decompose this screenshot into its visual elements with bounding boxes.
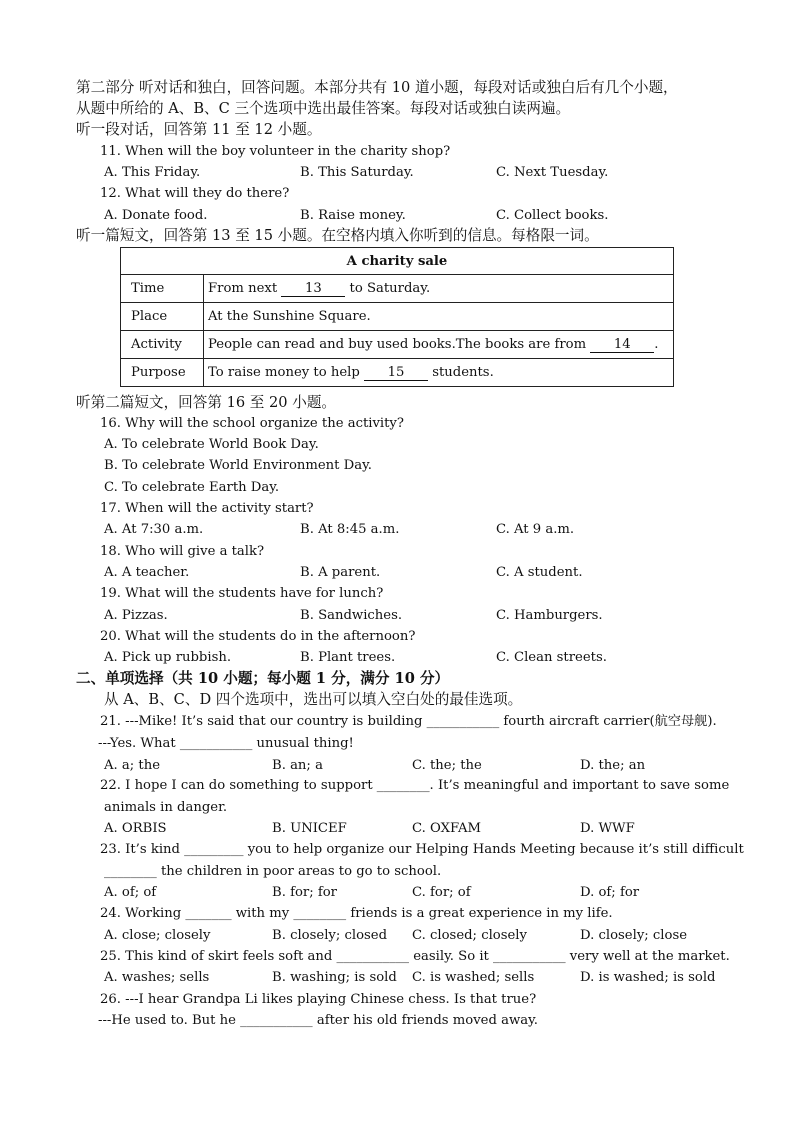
q22-line2: animals in danger. [104, 800, 228, 815]
row-value-place [204, 303, 674, 331]
q18-option-b: B. A parent. [300, 565, 381, 580]
q25-line1: 25. This kind of skirt feels soft and ___________ easily. So it ___________ very well at the market. [100, 949, 730, 964]
q22-option-c: C. OXFAM [412, 821, 482, 836]
q17-option-b: B. At 8:45 a.m. [300, 522, 400, 537]
part2-intro-line1: 第二部分 听对话和独白，回答问题。本部分共有 10 道小题，每段对话或独白后有几个小题， [76, 79, 678, 96]
q18-option-c: C. A student. [496, 565, 583, 580]
q21-option-b: B. an; a [272, 758, 323, 773]
q23-option-d: D. of; for [580, 885, 640, 900]
answer-blank-13[interactable]: 13 [281, 282, 345, 297]
q24-option-d: D. closely; close [580, 928, 688, 943]
row-text: students. [428, 364, 494, 380]
table-row [121, 303, 674, 331]
q25-option-a: A. washes; sells [104, 970, 210, 985]
q24-line1: 24. Working _______ with my ________ friends is a great experience in my life. [100, 906, 613, 921]
q24-option-a: A. close; closely [104, 928, 211, 943]
answer-blank-15[interactable]: 15 [364, 366, 428, 381]
q19-option-b: B. Sandwiches. [300, 608, 403, 623]
q16-option-a: A. To celebrate World Book Day. [104, 437, 319, 452]
q16-stem: 16. Why will the school organize the activity? [100, 416, 404, 431]
q25-option-d: D. is washed; is sold [580, 970, 716, 985]
q21-option-c: C. the; the [412, 758, 482, 773]
q23-option-a: A. of; of [104, 885, 157, 900]
q25-option-c: C. is washed; sells [412, 970, 535, 985]
row-text: . [654, 336, 659, 352]
q22-option-b: B. UNICEF [272, 821, 347, 836]
section3-instruction: 听第二篇短文，回答第 16 至 20 小题。 [76, 394, 337, 411]
q23-line1: 23. It’s kind _________ you to help organize our Helping Hands Meeting because it’s still difficult [100, 842, 744, 857]
q24-option-c: C. closed; closely [412, 928, 527, 943]
q16-option-b: B. To celebrate World Environment Day. [104, 458, 372, 473]
q19-stem: 19. What will the students have for lunch? [100, 586, 384, 601]
row-text: People can read and buy used books.The books are from [208, 336, 591, 352]
q11-option-a: A. This Friday. [104, 165, 201, 180]
row-value-time [204, 275, 674, 303]
q23-option-c: C. for; of [412, 885, 471, 900]
q18-option-a: A. A teacher. [104, 565, 190, 580]
row-value-purpose [204, 359, 674, 387]
table-row [121, 359, 674, 387]
q23-line2: ________ the children in poor areas to go to school. [104, 864, 442, 879]
row-text: At the Sunshine Square. [208, 309, 371, 324]
q12-option-b: B. Raise money. [300, 208, 406, 223]
q17-option-a: A. At 7:30 a.m. [104, 522, 204, 537]
q19-option-c: C. Hamburgers. [496, 608, 603, 623]
table-row [121, 275, 674, 303]
table-row [121, 331, 674, 359]
row-text: to Saturday. [345, 280, 431, 296]
q11-option-b: B. This Saturday. [300, 165, 414, 180]
section1-instruction: 听一段对话，回答第 11 至 12 小题。 [76, 121, 322, 138]
q21-line2: ---Yes. What ___________ unusual thing! [98, 736, 354, 751]
row-text: From next [208, 280, 282, 296]
q21-line1: 21. ---Mike! It’s said that our country is building ___________ fourth aircraft carrier(航空母舰). [100, 714, 717, 729]
row-key-purpose: Purpose [121, 359, 204, 387]
q22-line1: 22. I hope I can do something to support ________. It’s meaningful and important to save some [100, 778, 730, 793]
q24-option-b: B. closely; closed [272, 928, 388, 943]
row-key-activity: Activity [121, 331, 204, 359]
row-key-place: Place [121, 303, 204, 331]
table-title: A charity sale [121, 248, 674, 275]
q11-stem: 11. When will the boy volunteer in the charity shop? [100, 144, 451, 159]
q17-option-c: C. At 9 a.m. [496, 522, 575, 537]
q20-option-b: B. Plant trees. [300, 650, 396, 665]
q19-option-a: A. Pizzas. [104, 608, 168, 623]
single-choice-heading: 二、单项选择（共 10 小题；每小题 1 分，满分 10 分） [76, 670, 450, 687]
q22-option-d: D. WWF [580, 821, 635, 836]
q23-option-b: B. for; for [272, 885, 337, 900]
q25-option-b: B. washing; is sold [272, 970, 397, 985]
section2-instruction: 听一篇短文，回答第 13 至 15 小题。在空格内填入你听到的信息。每格限一词。 [76, 227, 599, 244]
q26-line2: ---He used to. But he ___________ after his old friends moved away. [98, 1013, 538, 1028]
q12-stem: 12. What will they do there? [100, 186, 290, 201]
row-value-activity [204, 331, 674, 359]
q20-option-a: A. Pick up rubbish. [104, 650, 232, 665]
answer-blank-14[interactable]: 14 [590, 338, 654, 353]
row-text: To raise money to help [208, 364, 365, 380]
q26-line1: 26. ---I hear Grandpa Li likes playing Chinese chess. Is that true? [100, 992, 537, 1007]
charity-sale-table [120, 247, 674, 387]
q20-option-c: C. Clean streets. [496, 650, 607, 665]
q20-stem: 20. What will the students do in the afternoon? [100, 629, 416, 644]
q16-option-c: C. To celebrate Earth Day. [104, 480, 280, 495]
part2-intro-line2: 从题中所给的 A、B、C 三个选项中选出最佳答案。每段对话或独白读两遍。 [76, 100, 571, 117]
row-key-time: Time [121, 275, 204, 303]
q18-stem: 18. Who will give a talk? [100, 544, 265, 559]
q11-option-c: C. Next Tuesday. [496, 165, 609, 180]
single-choice-instruction: 从 A、B、C、D 四个选项中，选出可以填入空白处的最佳选项。 [104, 691, 523, 708]
q22-option-a: A. ORBIS [104, 821, 167, 836]
q17-stem: 17. When will the activity start? [100, 501, 314, 516]
q12-option-c: C. Collect books. [496, 208, 609, 223]
q21-option-d: D. the; an [580, 758, 646, 773]
q12-option-a: A. Donate food. [104, 208, 208, 223]
q21-option-a: A. a; the [104, 758, 161, 773]
